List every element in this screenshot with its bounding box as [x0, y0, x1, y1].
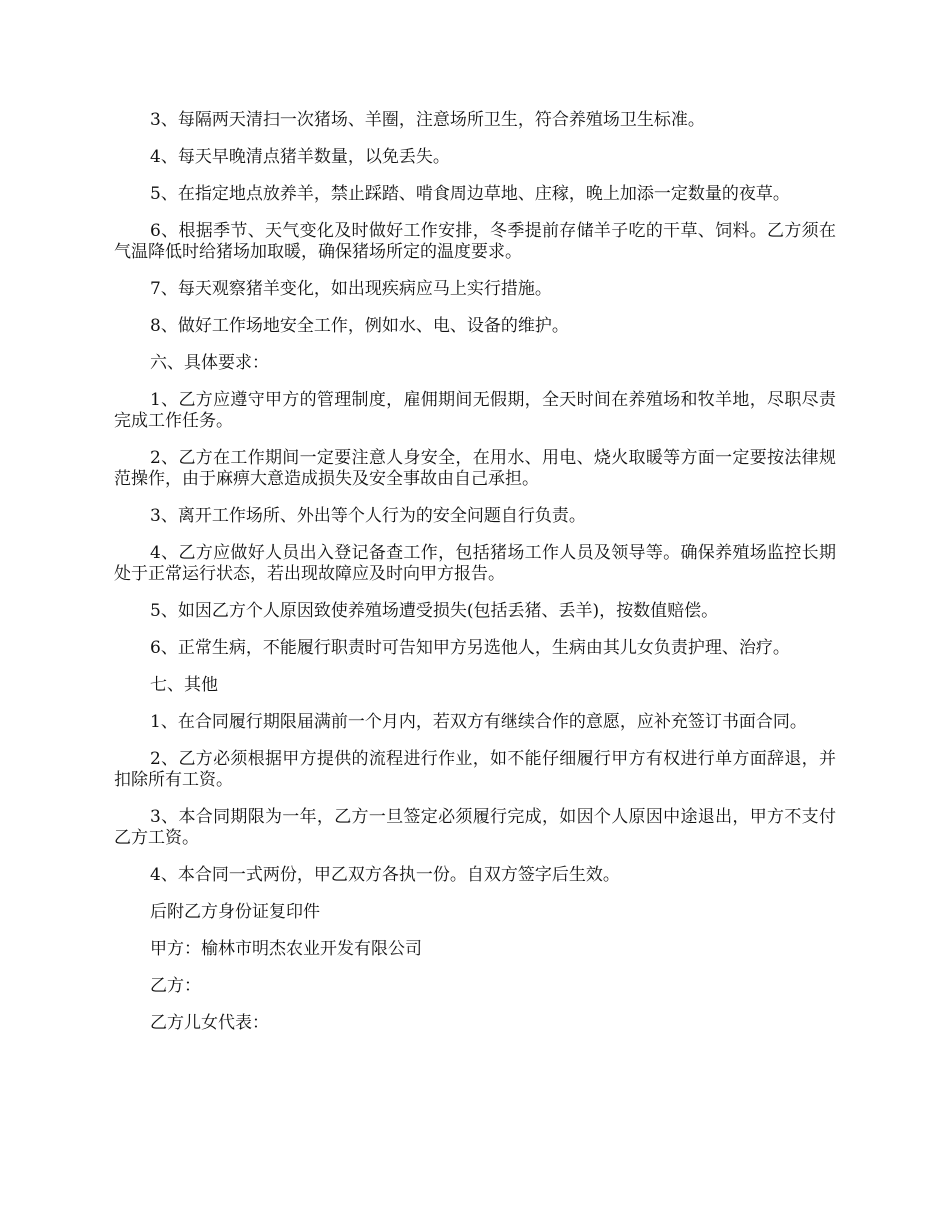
clause-paragraph: 2、乙方必须根据甲方提供的流程进行作业，如不能仔细履行甲方有权进行单方面辞退，并扣除所有工资。: [114, 749, 836, 790]
clause-paragraph: 3、每隔两天清扫一次猪场、羊圈，注意场所卫生，符合养殖场卫生标准。: [150, 110, 705, 130]
clause-paragraph: 7、每天观察猪羊变化，如出现疾病应马上实行措施。: [150, 279, 552, 299]
document-body: [114, 110, 836, 1050]
clause-paragraph: 1、乙方应遵守甲方的管理制度，雇佣期间无假期，全天时间在养殖场和牧羊地，尽职尽责完成工作任务。: [114, 390, 836, 431]
attachment-note: 后附乙方身份证复印件: [150, 902, 320, 922]
clause-paragraph: 2、乙方在工作期间一定要注意人身安全，在用水、用电、烧火取暖等方面一定要按法律规范操作，由于麻痹大意造成损失及安全事故由自己承担。: [114, 448, 836, 489]
clause-paragraph: 5、在指定地点放养羊，禁止踩踏、啃食周边草地、庄稼，晚上加添一定数量的夜草。: [150, 184, 790, 204]
clause-paragraph: 4、乙方应做好人员出入登记备查工作，包括猪场工作人员及领导等。确保养殖场监控长期处于正常运行状态，若出现故障应及时向甲方报告。: [114, 543, 836, 584]
party-b-family-representative-line: 乙方儿女代表：: [150, 1013, 269, 1033]
clause-paragraph: 1、在合同履行期限届满前一个月内，若双方有继续合作的意愿，应补充签订书面合同。: [150, 712, 807, 732]
clause-paragraph: 3、本合同期限为一年，乙方一旦签定必须履行完成，如因个人原因中途退出，甲方不支付乙方工资。: [114, 807, 836, 848]
party-b-signature-line: 乙方：: [150, 976, 201, 996]
section-heading: 六、具体要求：: [150, 353, 269, 373]
party-a-signature-line: 甲方：榆林市明杰农业开发有限公司: [150, 939, 422, 959]
clause-paragraph: 3、离开工作场所、外出等个人行为的安全问题自行负责。: [150, 506, 586, 526]
clause-paragraph: 6、根据季节、天气变化及时做好工作安排，冬季提前存储羊子吃的干草、饲料。乙方须在气温降低时给猪场加取暖，确保猪场所定的温度要求。: [114, 221, 836, 262]
clause-paragraph: 6、正常生病，不能履行职责时可告知甲方另选他人，生病由其儿女负责护理、治疗。: [150, 638, 790, 658]
section-heading: 七、其他: [150, 675, 218, 695]
clause-paragraph: 4、本合同一式两份，甲乙双方各执一份。自双方签字后生效。: [150, 865, 620, 885]
clause-paragraph: 8、做好工作场地安全工作，例如水、电、设备的维护。: [150, 316, 569, 336]
clause-paragraph: 4、每天早晚清点猪羊数量，以免丢失。: [150, 147, 450, 167]
clause-paragraph: 5、如因乙方个人原因致使养殖场遭受损失(包括丢猪、丢羊)，按数值赔偿。: [150, 601, 719, 621]
